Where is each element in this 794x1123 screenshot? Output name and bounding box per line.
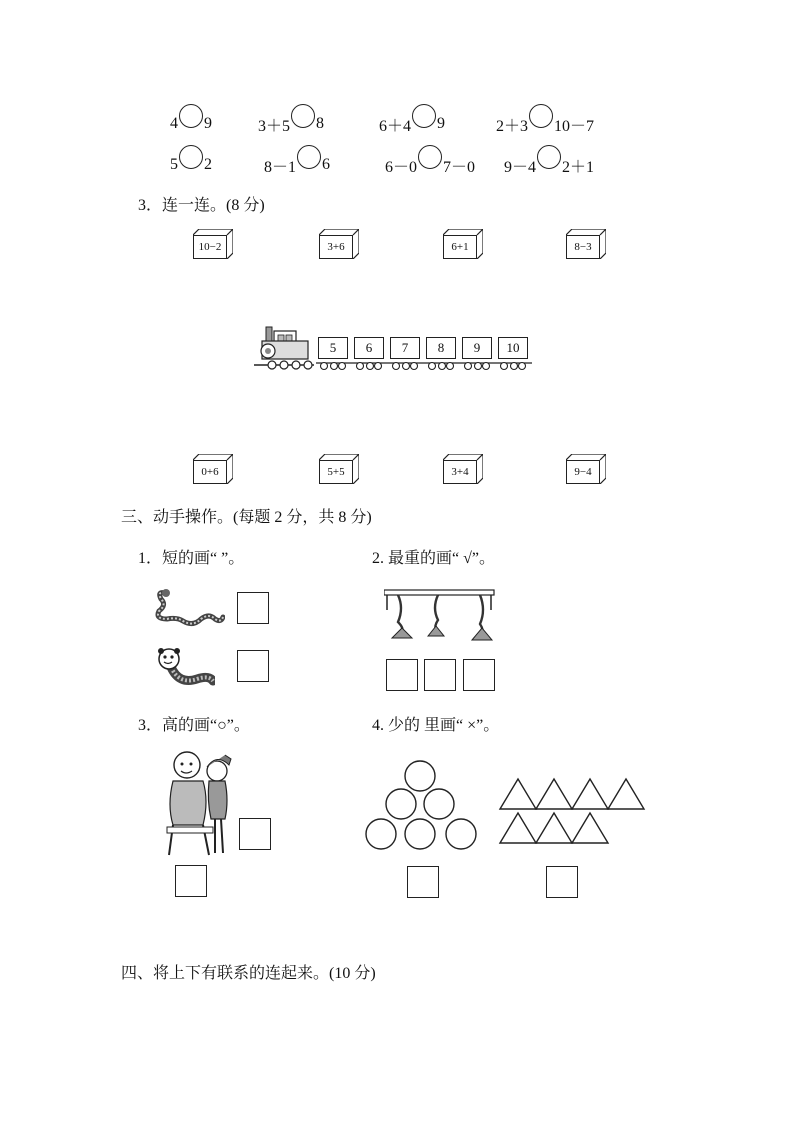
section-4-title: 四、将上下有联系的连起来。(10 分) [121,965,376,982]
train-car-number: 5 [329,340,337,355]
train-car[interactable] [462,337,492,359]
right-expression: 8 [316,115,325,132]
left-expression: 5 [170,156,178,173]
train-car[interactable] [426,337,456,359]
expression-box[interactable] [193,454,233,484]
answer-square[interactable] [424,659,456,691]
right-expression: 7－0 [443,158,476,176]
grandpa-and-child-icon [163,745,243,861]
answer-circle[interactable] [418,145,442,169]
answer-square[interactable] [239,818,271,850]
expression-box[interactable] [566,454,606,484]
q1-label: 1．短的画“ ”。 [138,550,245,567]
train [254,325,534,375]
expression-text: 10−2 [193,235,227,259]
train-car-number: 7 [401,340,409,355]
left-expression: 4 [170,115,178,132]
answer-square[interactable] [237,592,269,624]
right-expression: 2＋1 [562,158,595,176]
expression-box[interactable] [193,229,233,259]
train-car[interactable] [498,337,528,359]
left-expression: 3＋5 [258,117,291,135]
locomotive-icon [254,325,316,373]
answer-circle[interactable] [179,104,203,128]
expression-text: 5+5 [319,460,353,484]
expression-text: 8−3 [566,235,600,259]
answer-square[interactable] [463,659,495,691]
compare-item [379,112,445,136]
answer-circle[interactable] [297,145,321,169]
compare-item [258,112,324,136]
compare-item [170,112,212,136]
compare-item [170,153,212,177]
section-3-title: 三、动手操作。(每题 2 分，共 8 分) [121,509,372,526]
hanging-weights-icon [384,588,496,644]
answer-square[interactable] [546,866,578,898]
right-expression: 9 [204,115,212,132]
circles-group-icon [363,760,483,852]
q3b-label: 3．高的画“○”。 [138,717,250,734]
train-car[interactable] [318,337,348,359]
q4-label: 4. 少的 里画“ ×”。 [372,717,500,734]
expression-text: 9−4 [566,460,600,484]
train-car-number: 6 [365,340,373,355]
right-expression: 9 [437,115,446,132]
left-expression: 8－1 [264,158,297,176]
expression-text: 3+4 [443,460,477,484]
answer-square[interactable] [386,659,418,691]
expression-box[interactable] [566,229,606,259]
left-expression: 6＋4 [379,117,412,135]
right-expression: 2 [204,156,212,173]
train-car-number: 9 [473,340,481,355]
expression-box[interactable] [443,454,483,484]
compare-item [385,153,475,177]
q2-label: 2. 最重的画“ √”。 [372,550,495,567]
answer-circle[interactable] [291,104,315,128]
train-wheels-icon [316,359,534,373]
answer-circle[interactable] [529,104,553,128]
expression-text: 3+6 [319,235,353,259]
compare-item [264,153,330,177]
right-expression: 6 [322,156,331,173]
triangles-group-icon [498,777,648,847]
answer-circle[interactable] [179,145,203,169]
train-car[interactable] [390,337,420,359]
train-car-number: 10 [506,340,520,355]
question-3-title: 3．连一连。(8 分) [138,197,265,214]
long-snake-icon [153,587,225,629]
right-expression: 10－7 [554,117,595,135]
train-car-number: 8 [437,340,445,355]
expression-text: 0+6 [193,460,227,484]
answer-square[interactable] [407,866,439,898]
left-expression: 2＋3 [496,117,529,135]
compare-item [496,112,594,136]
left-expression: 6－0 [385,158,418,176]
train-car[interactable] [354,337,384,359]
left-expression: 9－4 [504,158,537,176]
expression-box[interactable] [319,229,359,259]
expression-text: 6+1 [443,235,477,259]
compare-item [504,153,594,177]
short-worm-icon [153,645,215,687]
answer-square[interactable] [175,865,207,897]
answer-square[interactable] [237,650,269,682]
answer-circle[interactable] [537,145,561,169]
expression-box[interactable] [319,454,359,484]
expression-box[interactable] [443,229,483,259]
answer-circle[interactable] [412,104,436,128]
